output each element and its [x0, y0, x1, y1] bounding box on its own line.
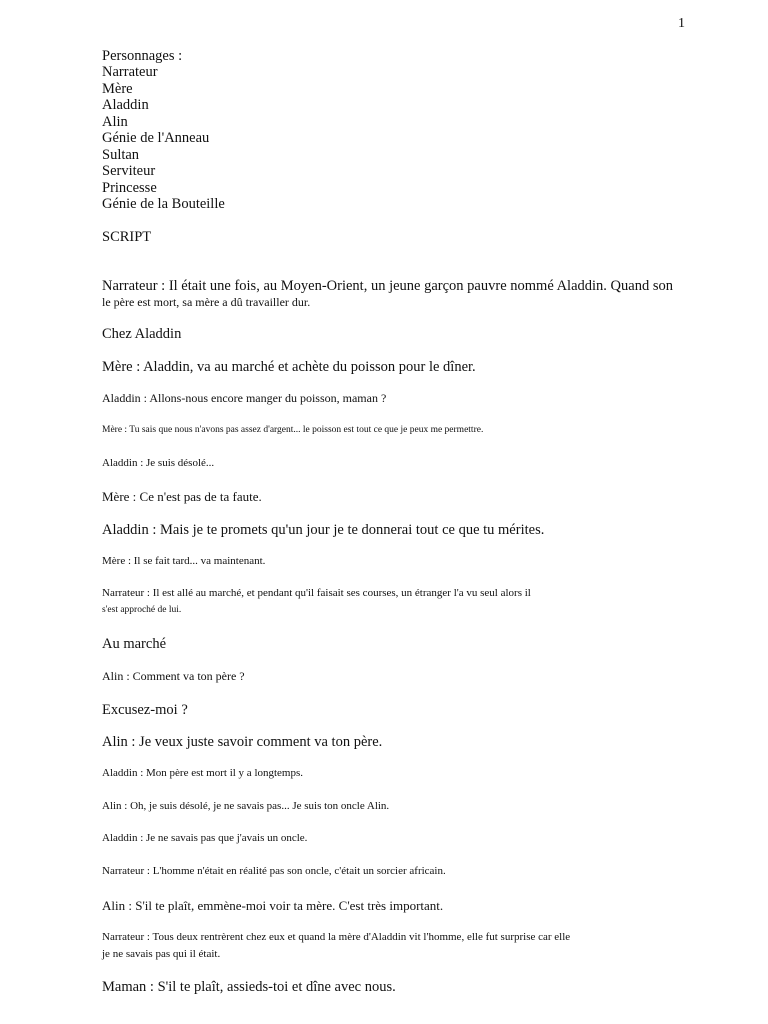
script-line: Alin : Comment va ton père ? [102, 669, 245, 683]
script-line: Narrateur : Il est allé au marché, et pendant qu'il faisait ses courses, un étranger l'a vu seul alors il [102, 587, 531, 599]
character-item: Aladdin [102, 97, 149, 113]
script-line: Narrateur : L'homme n'était en réalité pas son oncle, c'était un sorcier africain. [102, 865, 446, 877]
script-line: Mère : Tu sais que nous n'avons pas assez d'argent... le poisson est tout ce que je peux me permettre. [102, 425, 484, 435]
script-line: Narrateur : Tous deux rentrèrent chez eux et quand la mère d'Aladdin vit l'homme, elle fut surprise car elle [102, 931, 571, 943]
script-line: Mère : Ce n'est pas de ta faute. [102, 489, 262, 504]
script-line: Narrateur : Il était une fois, au Moyen-Orient, un jeune garçon pauvre nommé Aladdin. Quand son [102, 278, 673, 294]
script-line: Mère : Il se fait tard... va maintenant. [102, 555, 266, 567]
script-line: Alin : Oh, je suis désolé, je ne savais pas... Je suis ton oncle Alin. [102, 800, 390, 812]
character-item: Narrateur [102, 64, 158, 80]
script-line: Aladdin : Je ne savais pas que j'avais un oncle. [102, 832, 308, 844]
character-item: Princesse [102, 180, 157, 196]
script-line: Aladdin : Allons-nous encore manger du poisson, maman ? [102, 391, 387, 405]
character-item: Mère [102, 81, 133, 97]
script-line: s'est approché de lui. [102, 605, 182, 615]
script-line: Alin : Je veux juste savoir comment va ton père. [102, 734, 383, 750]
script-line: Alin : S'il te plaît, emmène-moi voir ta mère. C'est très important. [102, 898, 444, 913]
script-line: Aladdin : Mon père est mort il y a longtemps. [102, 767, 304, 779]
script-line: je ne savais pas qui il était. [102, 948, 221, 960]
scene-heading: Au marché [102, 636, 167, 652]
script-line: Excusez-moi ? [102, 702, 188, 718]
page-number: 1 [678, 16, 685, 31]
script-heading: SCRIPT [102, 229, 152, 245]
character-item: Génie de l'Anneau [102, 130, 210, 146]
script-line: Aladdin : Je suis désolé... [102, 457, 215, 469]
script-line: le père est mort, sa mère a dû travailler dur. [102, 295, 311, 309]
scene-heading: Chez Aladdin [102, 326, 182, 342]
character-item: Sultan [102, 147, 140, 163]
character-item: Serviteur [102, 163, 156, 179]
script-line: Mère : Aladdin, va au marché et achète du poisson pour le dîner. [102, 359, 476, 375]
character-item: Génie de la Bouteille [102, 196, 225, 212]
characters-heading: Personnages : [102, 48, 183, 64]
script-line: Aladdin : Mais je te promets qu'un jour je te donnerai tout ce que tu mérites. [102, 522, 545, 538]
script-line: Maman : S'il te plaît, assieds-toi et dîne avec nous. [102, 979, 396, 995]
character-item: Alin [102, 114, 128, 130]
